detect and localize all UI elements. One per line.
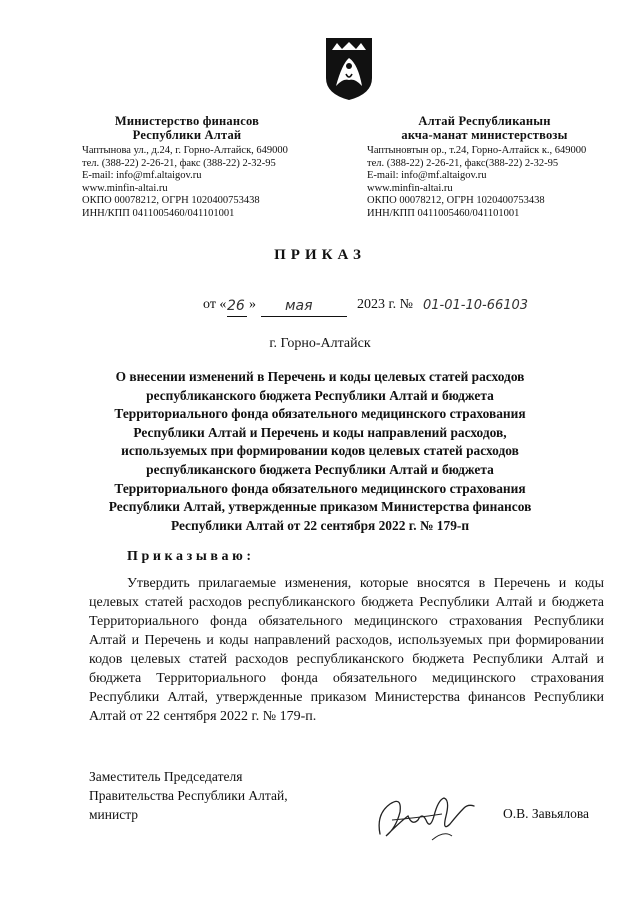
date-year: 2023 г. № [357, 297, 414, 312]
address-line: Чаптынова ул., д.24, г. Горно-Алтайск, 649000 [82, 145, 288, 156]
ministry-name-alt-line1: Алтай Республиканын [418, 114, 551, 128]
order-subject [86, 368, 554, 535]
email-line: E-mail: info@mf.altaigov.ru [82, 170, 202, 182]
ministry-name-ru-line1: Министерство финансов [114, 114, 260, 128]
month-underline [261, 316, 347, 317]
inn-line: ИНН/КПП 0411005460/041101001 [367, 207, 520, 219]
subject-line: республиканского бюджета Республики Алтай и бюджета [146, 461, 494, 477]
subject-line: Территориального фонда обязательного медицинского страхования [114, 480, 526, 496]
ministry-name-alt-line2: акча-манат министерствозы [401, 128, 568, 142]
website-line: www.minfin-altai.ru [82, 182, 168, 194]
email-line: E-mail: info@mf.altaigov.ru [367, 170, 487, 182]
signatory-position [89, 767, 288, 824]
signatory-line: министр [89, 807, 139, 822]
city-line: г. Горно-Алтайск [269, 336, 371, 351]
ministry-name-ru [82, 114, 292, 142]
date-month: мая [285, 298, 313, 314]
order-command: Приказываю: [127, 549, 255, 564]
coat-of-arms-icon [322, 34, 376, 102]
website-line: www.minfin-altai.ru [367, 182, 453, 194]
phone-line: тел. (388-22) 2-26-21, факс(388-22) 2-32-95 [367, 157, 559, 169]
date-day: 26 [227, 298, 245, 314]
document-title: ПРИКАЗ [274, 247, 366, 263]
handwritten-signature [372, 790, 484, 846]
header-left-block [82, 114, 327, 221]
date-prefix: от « [203, 297, 227, 312]
address-line: Чаптыновтын ор., т.24, Горно-Алтайск к., 649000 [367, 145, 587, 156]
ministry-name-ru-line2: Республики Алтай [132, 128, 242, 142]
okpo-line: ОКПО 00078212, ОГРН 1020400753438 [82, 195, 260, 207]
order-body: Утвердить прилагаемые изменения, которые вносятся в Перечень и коды целевых статей расходов республиканского бюджета Республики Алтай и бюджета Территориального фонда обязательного медицинского страхования Республики Алтай и Перечень и коды направлений расходов, используемых при формировании кодов целевых статей расходов республиканского бюджета Республики Алтай и бюджета Территориального фонда обязательного медицинского страхования Республики Алтай, утвержденные приказом Министерства финансов Республики Алтай от 22 сентября 2022 г. № 179-п. [89, 576, 604, 724]
signatory-name: О.В. Завьялова [503, 806, 590, 821]
inn-line: ИНН/КПП 0411005460/041101001 [82, 207, 235, 219]
subject-line: используемых при формировании кодов целевых статей расходов [121, 443, 519, 459]
subject-line: Республики Алтай, утвержденные приказом Министерства финансов [108, 499, 532, 515]
okpo-line: ОКПО 00078212, ОГРН 1020400753438 [367, 195, 545, 207]
subject-line: Республики Алтай и Перечень и коды направлений расходов, [133, 424, 507, 440]
ministry-name-alt [367, 114, 602, 142]
subject-line: О внесении изменений в Перечень и коды целевых статей расходов [115, 369, 525, 384]
subject-line: Республики Алтай от 22 сентября 2022 г. № 179-п [170, 517, 470, 533]
order-date-line [203, 297, 603, 321]
subject-line: республиканского бюджета Республики Алтай и бюджета [146, 387, 494, 403]
date-day-close: » [249, 297, 256, 312]
ministry-contacts-ru [82, 145, 327, 221]
ministry-contacts-alt [367, 145, 617, 221]
signatory-line: Заместитель Председателя [89, 769, 243, 784]
phone-line: тел. (388-22) 2-26-21, факс (388-22) 2-32-95 [82, 157, 276, 169]
header-right-block [367, 114, 617, 221]
order-number: 01-01-10-66103 [423, 298, 529, 313]
signatory-line: Правительства Республики Алтай, [89, 788, 288, 803]
day-underline [227, 316, 247, 317]
subject-line: Территориального фонда обязательного медицинского страхования [114, 406, 526, 422]
